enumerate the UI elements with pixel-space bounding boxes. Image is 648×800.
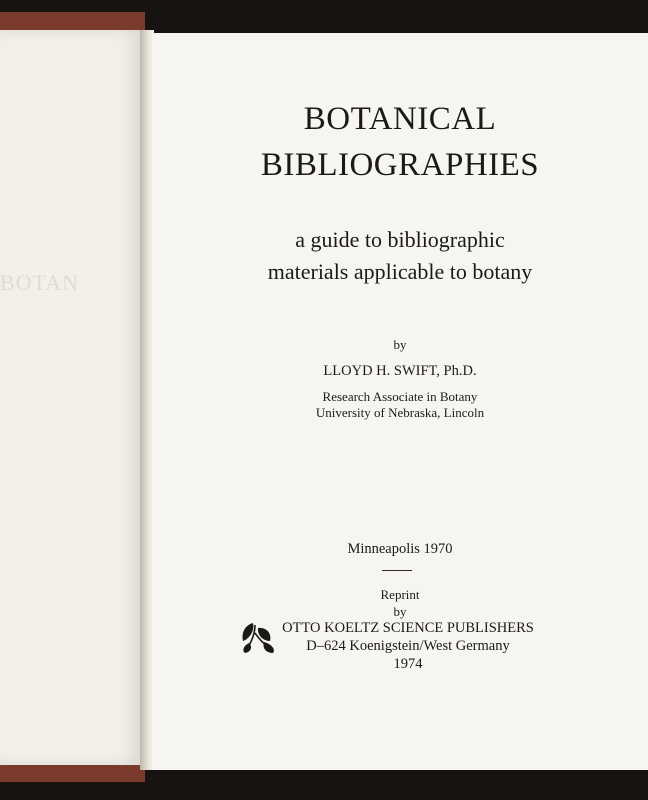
left-page	[0, 30, 142, 765]
publisher-address: D–624 Koenigstein/West Germany	[306, 638, 510, 654]
separator-rule	[382, 570, 412, 571]
title-page	[152, 33, 648, 770]
author-name: LLOYD H. SWIFT, Ph.D.	[323, 363, 477, 379]
publisher-name: OTTO KOELTZ SCIENCE PUBLISHERS	[282, 620, 534, 636]
author-affiliation: University of Nebraska, Lincoln	[315, 405, 485, 420]
author-role: Research Associate in Botany	[322, 389, 478, 404]
book-title-line-1: BOTANICAL	[303, 101, 497, 137]
reprint-label: Reprint	[380, 587, 420, 602]
imprint-place-year: Minneapolis 1970	[347, 541, 453, 557]
reprint-by: by	[393, 604, 407, 619]
left-page-show-through-text: BOTAN	[0, 270, 80, 295]
title-page-content	[152, 33, 648, 770]
book-subtitle-line-1: a guide to bibliographic	[295, 227, 505, 252]
reprint-year: 1974	[393, 656, 423, 672]
byline-by: by	[393, 337, 407, 352]
book-subtitle-line-2: materials applicable to botany	[267, 259, 533, 284]
book-title-line-2: BIBLIOGRAPHIES	[260, 147, 540, 183]
